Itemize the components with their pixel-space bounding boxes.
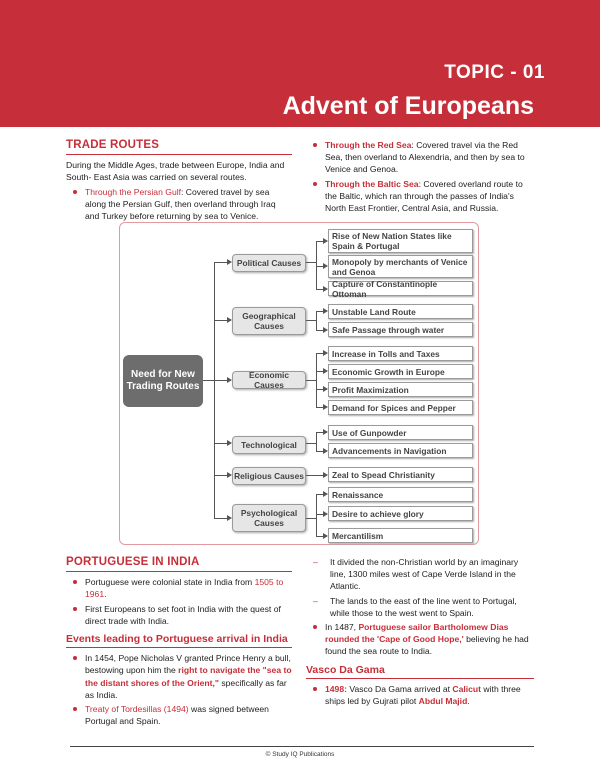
- leaf-item: Demand for Spices and Pepper: [328, 400, 473, 415]
- treaty-dash-1: – It divided the non-Christian world by an imaginary line, 1300 miles west of Cape Verde Island in the Atlantic.: [306, 556, 534, 593]
- connector: [214, 262, 227, 263]
- leaf-item: Safe Passage through water: [328, 322, 473, 337]
- leaf-item: Profit Maximization: [328, 382, 473, 397]
- route-baltic-sea: Through the Baltic Sea: Covered overland route to the Baltic, which ran through the passes of India's North East Frontier, Central Asia, and Russia.: [306, 178, 534, 215]
- connector: [214, 262, 215, 519]
- portuguese-bullet-1: Portuguese were colonial state in India from 1505 to 1961.: [66, 576, 292, 600]
- treaty-dash-2: – The lands to the east of the line went to Portugal, while those to the west went to Spain.: [306, 595, 534, 619]
- connector: [214, 443, 227, 444]
- route-persian-gulf: Through the Persian Gulf: Covered travel by sea along the Persian Gulf, then overland through Iraq and Turkey before returning by sea to Venice.: [66, 186, 292, 223]
- category-economic: Economic Causes: [232, 371, 306, 389]
- header-banner: [0, 0, 600, 127]
- connector: [214, 518, 227, 519]
- connector: [214, 380, 227, 381]
- leaf-item: Zeal to Spead Christianity: [328, 467, 473, 482]
- category-psychological: Psychological Causes: [232, 504, 306, 532]
- portuguese-section: [66, 556, 292, 729]
- leaf-item: Economic Growth in Europe: [328, 364, 473, 379]
- footer-divider: [70, 746, 534, 747]
- leaf-item: Mercantilism: [328, 528, 473, 543]
- category-geographical: Geographical Causes: [232, 307, 306, 335]
- trade-routes-right: [306, 139, 534, 216]
- category-technological: Technological: [232, 436, 306, 454]
- leaf-item: Rise of New Nation States like Spain & Portugal: [328, 229, 473, 253]
- leaf-item: Monopoly by merchants of Venice and Genoa: [328, 255, 473, 278]
- portuguese-heading: PORTUGUESE IN INDIA: [66, 556, 292, 572]
- connector: [306, 262, 316, 263]
- leaf-item: Unstable Land Route: [328, 304, 473, 319]
- trade-routes-section: [66, 139, 292, 224]
- connector: [316, 241, 317, 289]
- events-heading: Events leading to Portuguese arrival in India: [66, 633, 292, 648]
- leaf-item: Desire to achieve glory: [328, 506, 473, 521]
- footer-text: © Study IQ Publications: [265, 751, 335, 758]
- leaf-item: Increase in Tolls and Taxes: [328, 346, 473, 361]
- trade-routes-heading: TRADE ROUTES: [66, 139, 292, 155]
- trade-routes-intro: During the Middle Ages, trade between Europe, India and South- East Asia was carried on several routes.: [66, 160, 285, 183]
- connector: [214, 320, 227, 321]
- leaf-item: Renaissance: [328, 487, 473, 502]
- vasco-heading: Vasco Da Gama: [306, 664, 534, 679]
- connector: [214, 475, 227, 476]
- dias-bullet: In 1487, Portuguese sailor Bartholomew Dias rounded the 'Cape of Good Hope,' believing he had found the sea route to India.: [306, 621, 534, 658]
- leaf-item: Capture of Constantinople Ottoman: [328, 281, 473, 296]
- leaf-item: Advancements in Navigation: [328, 443, 473, 458]
- category-religious: Religious Causes: [232, 467, 306, 485]
- vasco-bullet: 1498: Vasco Da Gama arrived at Calicut with three ships led by Gujrati pilot Abdul Majid.: [306, 683, 534, 707]
- category-political: Political Causes: [232, 254, 306, 272]
- portuguese-right: [306, 556, 534, 709]
- event-bullet-2: Treaty of Tordesillas (1494) was signed between Portugal and Spain.: [66, 703, 292, 727]
- route-red-sea: Through the Red Sea: Covered travel via the Red Sea, then overland to Alexendria, and then by sea to Venice and Genoa.: [306, 139, 534, 176]
- page-title: Advent of Europeans: [282, 92, 534, 120]
- event-bullet-1: In 1454, Pope Nicholas V granted Prince Henry a bull, bestowing upon him the right to navigate the "sea to the distant shores of the Orient," specifically as far as India.: [66, 652, 292, 701]
- leaf-item: Use of Gunpowder: [328, 425, 473, 440]
- diagram-root-node: Need for New Trading Routes: [123, 355, 203, 407]
- portuguese-bullet-2: First Europeans to set foot in India with the quest of direct trade with India.: [66, 603, 292, 627]
- topic-label: TOPIC - 01: [444, 62, 545, 83]
